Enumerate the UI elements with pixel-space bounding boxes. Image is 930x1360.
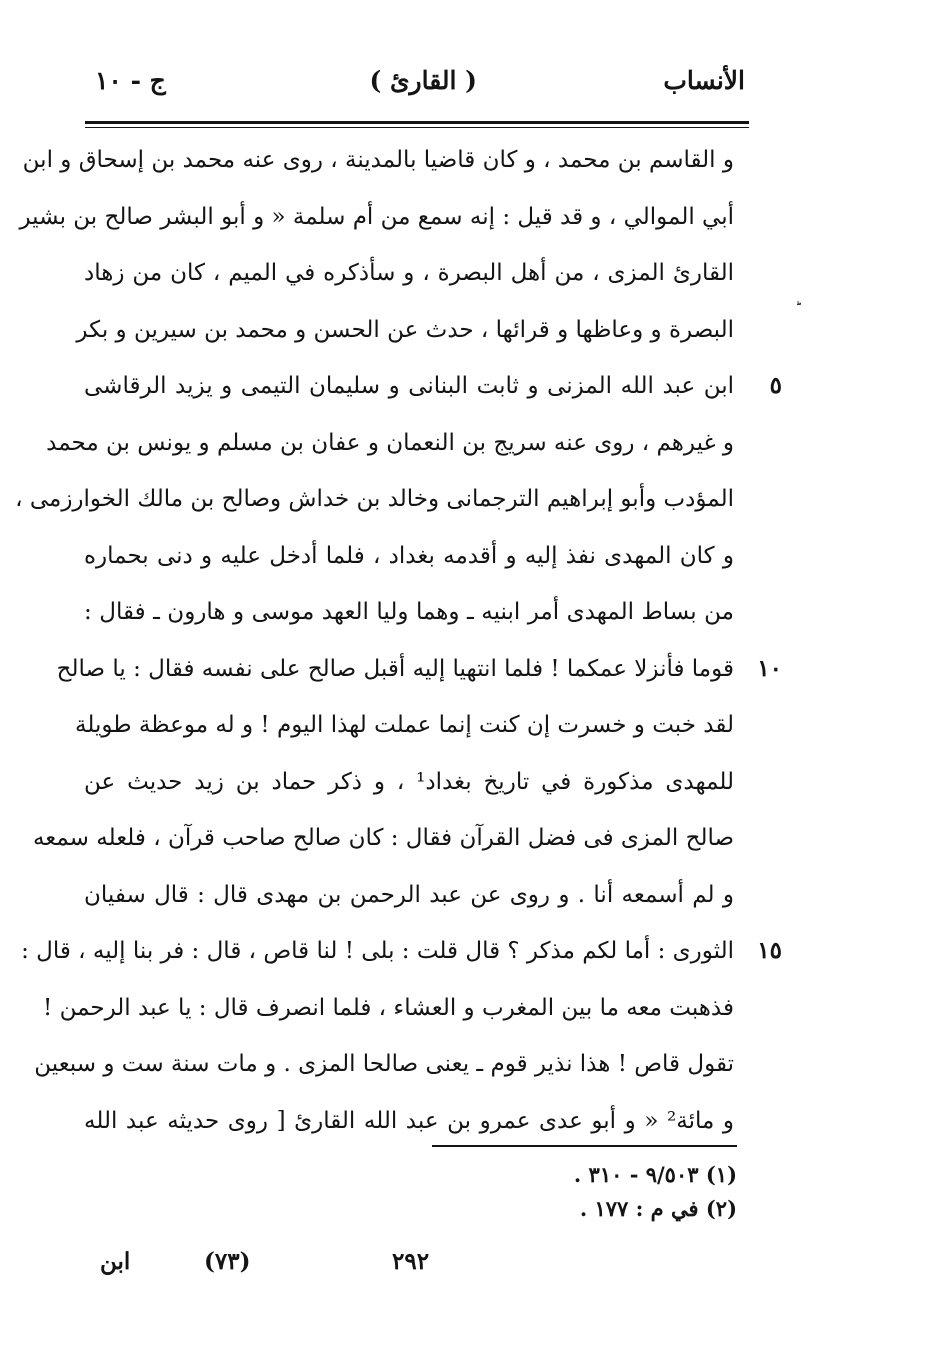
text-line — [75, 697, 734, 754]
entry-heading: ( القارئ ) — [369, 66, 477, 95]
page-number: ٢٩٢ — [392, 1248, 430, 1275]
text-line — [84, 245, 734, 302]
text-line — [46, 415, 734, 472]
text-line — [84, 754, 734, 811]
catchword: ابن — [100, 1248, 131, 1275]
text-line-content: و القاسم بن محمد ، و كان قاضيا بالمدينة ، روى عنه محمد بن إسحاق و ابن — [22, 147, 734, 173]
header-rule-thick — [85, 121, 749, 124]
text-line-content: أبي الموالي ، و قد قيل : إنه سمع من أم سلمة « و أبو البشر صالح بن بشير — [19, 203, 734, 230]
line-number: ١٥ — [757, 937, 782, 964]
text-line-content: للمهدى مذكورة في تاريخ بغداد¹ ، و ذكر حماد بن زيد حديث عن — [84, 768, 734, 795]
text-line-content: صالح المزى فى فضل القرآن فقال : كان صالح صاحب قرآن ، فلعله سمعه — [32, 825, 734, 851]
text-line-content: البصرة و وعاظها و قرائها ، حدث عن الحسن و محمد بن سيرين و بكر — [76, 316, 734, 343]
line-number: ٥ — [769, 372, 782, 399]
text-line-content: قوما فأنزلا عمكما ! فلما انتهيا إليه أقبل صالح على نفسه فقال : يا صالح — [56, 655, 734, 682]
text-line — [19, 189, 734, 246]
text-line-content: و كان المهدى نفذ إليه و أقدمه بغداد ، فلما أدخل عليه و دنى بحماره — [84, 542, 734, 569]
text-line-content: الثورى : أما لكم مذكر ؟ قال قلت : بلى ! لنا قاص ، قال : فر بنا إليه ، قال : — [21, 938, 734, 964]
book-title: الأنساب — [663, 66, 745, 95]
main-text — [15, 132, 782, 1149]
text-line-content: المؤدب وأبو إبراهيم الترجمانى وخالد بن خداش وصالح بن مالك الخوارزمى ، — [15, 486, 734, 512]
text-line — [22, 132, 734, 189]
text-line — [32, 810, 734, 867]
text-line — [84, 358, 782, 415]
footnotes — [574, 1158, 737, 1226]
text-line-content: القارئ المزى ، من أهل البصرة ، و سأذكره في الميم ، كان من زهاد — [84, 260, 734, 286]
text-line — [34, 1036, 734, 1093]
text-line — [84, 584, 734, 641]
text-line — [84, 528, 734, 585]
footnote-1: (١) ٩/٥٠٣ - ٣١٠ . — [573, 1162, 737, 1187]
text-line-content: فذهبت معه ما بين المغرب و العشاء ، فلما انصرف قال : يا عبد الرحمن ! — [43, 994, 734, 1021]
text-line-content: من بساط المهدى أمر ابنيه ـ وهما وليا العهد موسى و هارون ـ فقال : — [84, 599, 734, 625]
text-line — [21, 923, 782, 980]
volume-label: ج - ١٠ — [95, 66, 166, 95]
text-line-content: و غيرهم ، روى عنه سريج بن النعمان و عفان بن مسلم و يونس بن محمد — [46, 429, 734, 456]
footnote-2: (٢) في م : ١٧٧ . — [579, 1196, 737, 1221]
text-line — [76, 302, 734, 359]
text-line-content: و لم أسمعه أنا . و روى عن عبد الرحمن بن مهدى قال : قال سفيان — [84, 881, 734, 908]
volume-page-number: (٧٣) — [204, 1248, 251, 1275]
running-header — [85, 60, 745, 110]
text-line-content: ابن عبد الله المزنى و ثابت البنانى و سليمان التيمى و يزيد الرقاشى — [84, 373, 734, 399]
text-line — [56, 641, 782, 698]
text-line-content: و مائة² « و أبو عدى عمرو بن عبد الله القارئ [ روى حديثه عبد الله — [84, 1107, 734, 1134]
text-line-content: تقول قاص ! هذا نذير قوم ـ يعنى صالحا المزى . و مات سنة ست و سبعين — [34, 1051, 734, 1077]
footnote-rule — [432, 1145, 737, 1147]
line-number: ١٠ — [757, 654, 782, 682]
header-rule-thin — [85, 127, 749, 128]
text-line — [84, 1093, 734, 1150]
text-line-content: لقد خبت و خسرت إن كنت إنما عملت لهذا اليوم ! و له موعظة طويلة — [75, 712, 734, 738]
text-line — [43, 980, 734, 1037]
text-line — [84, 867, 734, 924]
text-line — [15, 471, 734, 528]
